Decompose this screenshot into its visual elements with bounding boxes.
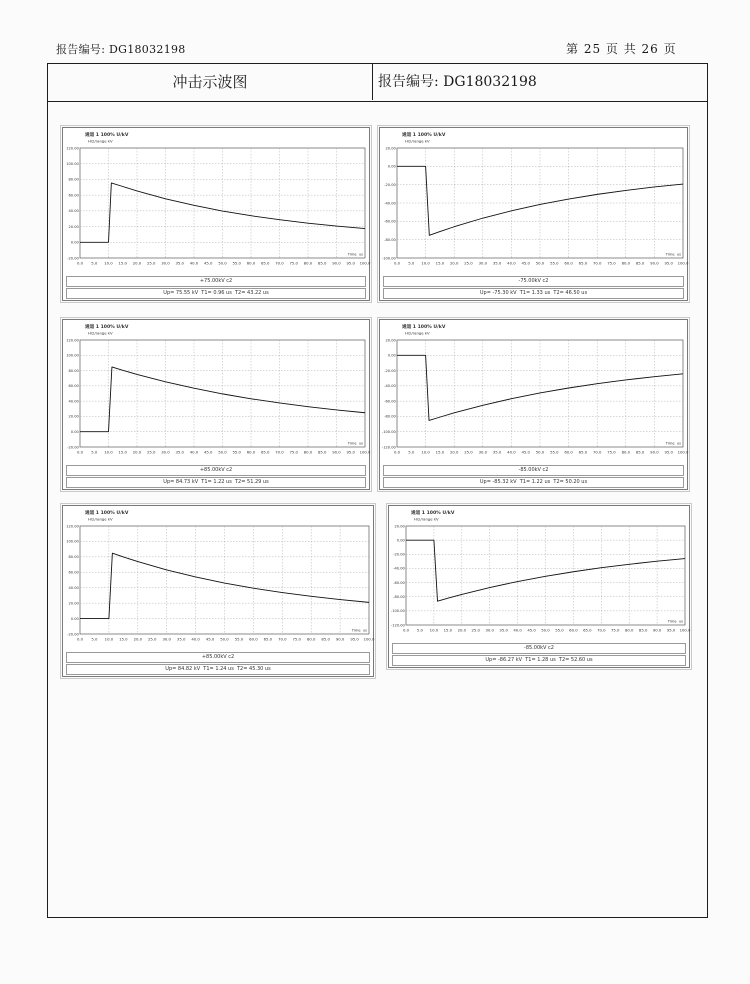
chart-5-xtick-label: 80.0: [306, 636, 316, 642]
chart-4-xtick-label: 15.0: [435, 449, 445, 455]
chart-5-xtick-label: 30.0: [162, 636, 171, 642]
chart-5-ytick-label: 100.00: [66, 539, 79, 544]
chart-5-xtick-label: 90.0: [335, 636, 345, 642]
chart-6-xtick-label: 55.0: [555, 627, 564, 633]
chart-5-xtick-label: 65.0: [263, 636, 273, 642]
chart-6-ytick-label: -80.00: [393, 595, 405, 600]
chart-2-xtick-label: 5.0: [408, 260, 415, 266]
chart-5-xtick-label: 45.0: [205, 636, 215, 642]
chart-5-ytick-label: 120.00: [66, 524, 79, 529]
waveform-chart-3: [62, 319, 370, 490]
chart-2-ytick-label: -20.00: [384, 182, 396, 187]
chart-1-test-label: +75.00kV c2: [66, 276, 366, 287]
chart-5-xtick-label: 75.0: [292, 636, 301, 642]
chart-5-title: 通道 1 100% U/kV: [85, 511, 129, 516]
chart-2-xtick-label: 15.0: [435, 260, 445, 266]
chart-1-xtick-label: 100.0: [359, 260, 371, 266]
chart-1-xtick-label: 0.0: [76, 260, 84, 266]
chart-4-title: 通道 1 100% U/kV: [402, 325, 446, 330]
chart-2-svg: [380, 128, 687, 276]
chart-2-test-label: -75.00kV c2: [383, 276, 684, 287]
chart-2-ytick-label: 0.00: [387, 164, 396, 169]
table-header-row: [48, 64, 707, 102]
chart-5-xtick-label: 15.0: [119, 636, 128, 642]
chart-4-x-axis-label: Time us: [665, 441, 681, 446]
chart-4-subtitle: Hi2/range kV: [405, 330, 430, 336]
chart-4-xtick-label: 30.0: [478, 449, 488, 455]
chart-6-ytick-label: -40.00: [393, 566, 405, 571]
chart-5-ytick-label: 60.00: [68, 570, 79, 575]
chart-1-xtick-label: 30.0: [161, 260, 170, 266]
chart-2-xtick-label: 85.0: [635, 260, 645, 266]
chart-4-xtick-label: 55.0: [550, 449, 559, 455]
chart-4-parameters: Up= -85.32 kV T1= 1.22 us T2= 50.20 us: [383, 477, 684, 488]
chart-3-xtick-label: 65.0: [261, 449, 270, 455]
chart-1-xtick-label: 20.0: [132, 260, 142, 266]
waveform-chart-2: [379, 127, 688, 301]
chart-4-ytick-label: -120.00: [381, 445, 396, 450]
chart-4-xtick-label: 5.0: [408, 449, 415, 455]
chart-6-xtick-label: 10.0: [429, 627, 439, 633]
chart-5-ytick-label: 0.00: [70, 616, 79, 621]
chart-2-title: 通道 1 100% U/kV: [402, 133, 446, 138]
chart-1-xtick-label: 85.0: [318, 260, 327, 266]
chart-2-x-axis-label: Time us: [665, 252, 681, 257]
chart-4-xtick-label: 45.0: [521, 449, 530, 455]
chart-3-ytick-label: 40.00: [68, 399, 79, 404]
chart-5-parameters: Up= 84.82 kV T1= 1.24 us T2= 45.30 us: [66, 664, 370, 675]
chart-4-ytick-label: -20.00: [384, 368, 396, 373]
chart-4-xtick-label: 35.0: [492, 449, 502, 455]
chart-5-x-axis-label: Time us: [351, 628, 367, 633]
chart-6-ytick-label: 20.00: [394, 524, 405, 529]
chart-2-ytick-label: -60.00: [384, 219, 396, 224]
chart-3-ytick-label: 60.00: [68, 384, 79, 389]
chart-1-parameters: Up= 75.55 kV T1= 0.96 us T2= 43.22 us: [66, 288, 366, 299]
chart-4-ytick-label: -80.00: [384, 414, 396, 419]
chart-1-ytick-label: 60.00: [68, 193, 79, 198]
chart-1-subtitle: Hi2/range kV: [88, 138, 113, 144]
chart-6-xtick-label: 85.0: [638, 627, 648, 633]
chart-1-title: 通道 1 100% U/kV: [85, 133, 129, 138]
chart-4-xtick-label: 90.0: [650, 449, 659, 455]
chart-2-xtick-label: 35.0: [492, 260, 502, 266]
chart-1-xtick-label: 5.0: [91, 260, 98, 266]
chart-6-xtick-label: 75.0: [611, 627, 620, 633]
chart-6-xtick-label: 60.0: [569, 627, 578, 633]
chart-6-xtick-label: 65.0: [583, 627, 592, 633]
chart-6-ytick-label: 0.00: [396, 538, 405, 543]
chart-3-xtick-label: 25.0: [147, 449, 156, 455]
chart-2-xtick-label: 50.0: [535, 260, 545, 266]
chart-2-ytick-label: -80.00: [384, 237, 396, 242]
chart-3-ytick-label: 100.00: [66, 353, 79, 358]
chart-3-xtick-label: 70.0: [275, 449, 284, 455]
chart-3-xtick-label: 50.0: [218, 449, 227, 455]
chart-2-xtick-label: 95.0: [664, 260, 673, 266]
chart-2-xtick-label: 40.0: [507, 260, 516, 266]
chart-6-svg: [389, 506, 689, 643]
chart-5-ytick-label: 80.00: [68, 555, 79, 560]
chart-6-x-axis-label: Time us: [667, 619, 683, 624]
waveform-chart-5: [62, 505, 374, 677]
chart-3-x-axis-label: Time us: [347, 441, 363, 446]
chart-6-xtick-label: 90.0: [652, 627, 662, 633]
chart-2-ytick-label: -100.00: [381, 256, 396, 261]
chart-1-ytick-label: 120.00: [66, 146, 79, 151]
chart-3-parameters: Up= 84.73 kV T1= 1.22 us T2= 51.29 us: [66, 477, 366, 488]
chart-5-ytick-label: 20.00: [68, 601, 79, 606]
chart-3-ytick-label: 120.00: [66, 338, 79, 343]
chart-1-svg: [63, 128, 369, 276]
chart-4-ytick-label: -100.00: [381, 430, 396, 435]
chart-1-xtick-label: 65.0: [261, 260, 270, 266]
chart-2-ytick-label: 20.00: [385, 146, 396, 151]
chart-3-xtick-label: 15.0: [118, 449, 127, 455]
chart-1-xtick-label: 60.0: [246, 260, 256, 266]
chart-1-xtick-label: 10.0: [104, 260, 113, 266]
chart-4-ytick-label: -40.00: [384, 384, 396, 389]
chart-3-xtick-label: 55.0: [232, 449, 241, 455]
chart-3-subtitle: Hi2/range kV: [88, 330, 113, 336]
chart-4-xtick-label: 70.0: [592, 449, 602, 455]
chart-6-xtick-label: 45.0: [527, 627, 536, 633]
chart-2-subtitle: Hi2/range kV: [405, 138, 430, 144]
chart-3-xtick-label: 95.0: [346, 449, 355, 455]
chart-2-xtick-label: 25.0: [464, 260, 473, 266]
chart-2-xtick-label: 75.0: [607, 260, 616, 266]
chart-4-test-label: -85.00kV c2: [383, 465, 684, 476]
chart-3-xtick-label: 75.0: [289, 449, 298, 455]
chart-6-xtick-label: 25.0: [471, 627, 480, 633]
chart-5-xtick-label: 95.0: [350, 636, 359, 642]
chart-4-xtick-label: 65.0: [578, 449, 588, 455]
chart-4-xtick-label: 60.0: [564, 449, 573, 455]
chart-6-xtick-label: 5.0: [416, 627, 423, 633]
chart-5-ytick-label: 40.00: [68, 586, 79, 591]
chart-5-xtick-label: 35.0: [176, 636, 186, 642]
chart-4-ytick-label: 0.00: [387, 353, 396, 358]
chart-3-xtick-label: 40.0: [189, 449, 199, 455]
chart-6-xtick-label: 35.0: [499, 627, 508, 633]
chart-2-xtick-label: 30.0: [478, 260, 488, 266]
chart-1-xtick-label: 55.0: [232, 260, 241, 266]
chart-6-xtick-label: 50.0: [541, 627, 550, 633]
chart-5-xtick-label: 40.0: [191, 636, 200, 642]
chart-5-xtick-label: 20.0: [133, 636, 143, 642]
chart-4-xtick-label: 95.0: [664, 449, 673, 455]
chart-3-xtick-label: 0.0: [76, 449, 84, 455]
chart-6-parameters: Up= -86.27 kV T1= 1.28 us T2= 52.60 us: [392, 655, 686, 666]
chart-3-title: 通道 1 100% U/kV: [85, 325, 129, 330]
chart-3-ytick-label: 0.00: [70, 430, 79, 435]
chart-2-xtick-label: 100.0: [677, 260, 689, 266]
chart-5-xtick-label: 25.0: [148, 636, 157, 642]
chart-1-xtick-label: 75.0: [289, 260, 298, 266]
chart-5-xtick-label: 10.0: [104, 636, 114, 642]
chart-2-xtick-label: 55.0: [550, 260, 559, 266]
chart-5-xtick-label: 5.0: [91, 636, 98, 642]
chart-5-xtick-label: 85.0: [321, 636, 330, 642]
chart-3-xtick-label: 80.0: [303, 449, 313, 455]
chart-4-xtick-label: 0.0: [393, 449, 401, 455]
chart-3-xtick-label: 90.0: [332, 449, 341, 455]
waveform-chart-4: [379, 319, 688, 490]
chart-1-xtick-label: 90.0: [332, 260, 341, 266]
table-report-number: 报告编号: DG18032198: [378, 74, 537, 90]
chart-5-subtitle: Hi2/range kV: [88, 516, 113, 522]
chart-2-xtick-label: 60.0: [564, 260, 573, 266]
chart-2-xtick-label: 90.0: [650, 260, 659, 266]
chart-4-ytick-label: 20.00: [385, 338, 396, 343]
chart-6-xtick-label: 100.0: [679, 627, 691, 633]
chart-1-xtick-label: 80.0: [303, 260, 313, 266]
chart-1-xtick-label: 35.0: [175, 260, 184, 266]
chart-4-svg: [380, 320, 687, 465]
chart-3-xtick-label: 20.0: [132, 449, 142, 455]
chart-4-xtick-label: 20.0: [449, 449, 459, 455]
chart-3-ytick-label: 80.00: [68, 368, 79, 373]
chart-4-xtick-label: 85.0: [635, 449, 645, 455]
chart-1-xtick-label: 45.0: [204, 260, 213, 266]
chart-3-xtick-label: 45.0: [204, 449, 213, 455]
chart-4-xtick-label: 10.0: [421, 449, 430, 455]
chart-2-xtick-label: 0.0: [393, 260, 401, 266]
chart-4-xtick-label: 40.0: [507, 449, 516, 455]
chart-2-xtick-label: 10.0: [421, 260, 430, 266]
chart-3-svg: [63, 320, 369, 465]
chart-3-xtick-label: 10.0: [104, 449, 113, 455]
chart-3-ytick-label: -20.00: [67, 445, 79, 450]
chart-6-xtick-label: 0.0: [402, 627, 410, 633]
chart-1-ytick-label: 40.00: [68, 209, 79, 214]
chart-2-xtick-label: 20.0: [449, 260, 459, 266]
chart-5-xtick-label: 100.0: [363, 636, 375, 642]
chart-6-ytick-label: -120.00: [390, 623, 405, 628]
chart-6-ytick-label: -20.00: [393, 552, 405, 557]
chart-6-xtick-label: 95.0: [666, 627, 676, 633]
section-title: 冲击示波图: [48, 64, 373, 100]
chart-1-xtick-label: 40.0: [189, 260, 199, 266]
chart-6-xtick-label: 15.0: [443, 627, 453, 633]
chart-3-ytick-label: 20.00: [68, 414, 79, 419]
chart-2-xtick-label: 45.0: [521, 260, 530, 266]
chart-1-ytick-label: 100.00: [66, 162, 79, 167]
chart-5-xtick-label: 55.0: [234, 636, 244, 642]
chart-4-xtick-label: 80.0: [621, 449, 631, 455]
chart-5-test-label: +85.00kV c2: [66, 652, 370, 663]
chart-4-xtick-label: 100.0: [677, 449, 689, 455]
waveform-chart-1: [62, 127, 370, 301]
page-number: 第 25 页 共 26 页: [566, 42, 677, 56]
chart-1-ytick-label: 20.00: [68, 224, 79, 229]
chart-2-xtick-label: 65.0: [578, 260, 588, 266]
chart-3-xtick-label: 85.0: [318, 449, 327, 455]
chart-6-xtick-label: 30.0: [485, 627, 494, 633]
chart-6-test-label: -85.00kV c2: [392, 643, 686, 654]
chart-1-x-axis-label: Time us: [347, 252, 363, 257]
chart-5-xtick-label: 50.0: [220, 636, 229, 642]
chart-2-ytick-label: -40.00: [384, 201, 396, 206]
waveform-chart-6: [388, 505, 690, 668]
chart-5-ytick-label: -20.00: [67, 632, 79, 637]
chart-5-svg: [63, 506, 373, 652]
chart-1-xtick-label: 50.0: [218, 260, 227, 266]
chart-6-subtitle: Hi2/range kV: [414, 516, 439, 522]
chart-2-xtick-label: 70.0: [592, 260, 602, 266]
chart-1-xtick-label: 70.0: [275, 260, 284, 266]
chart-5-xtick-label: 70.0: [278, 636, 287, 642]
chart-3-xtick-label: 30.0: [161, 449, 170, 455]
chart-4-xtick-label: 50.0: [535, 449, 545, 455]
chart-2-parameters: Up= -75.30 kV T1= 1.33 us T2= 46.50 us: [383, 288, 684, 299]
chart-3-xtick-label: 100.0: [359, 449, 371, 455]
chart-3-xtick-label: 35.0: [175, 449, 184, 455]
chart-6-title: 通道 1 100% U/kV: [411, 511, 455, 516]
chart-6-xtick-label: 40.0: [513, 627, 522, 633]
chart-4-xtick-label: 25.0: [464, 449, 473, 455]
chart-3-xtick-label: 5.0: [91, 449, 98, 455]
chart-2-xtick-label: 80.0: [621, 260, 631, 266]
chart-3-xtick-label: 60.0: [246, 449, 256, 455]
chart-1-ytick-label: 80.00: [68, 177, 79, 182]
report-number: 报告编号: DG18032198: [56, 43, 186, 56]
chart-6-ytick-label: -100.00: [390, 609, 405, 614]
chart-1-xtick-label: 95.0: [346, 260, 355, 266]
chart-1-ytick-label: 0.00: [70, 240, 79, 245]
chart-1-xtick-label: 15.0: [118, 260, 127, 266]
chart-5-xtick-label: 60.0: [249, 636, 258, 642]
chart-6-xtick-label: 80.0: [624, 627, 634, 633]
chart-3-test-label: +85.00kV c2: [66, 465, 366, 476]
chart-4-xtick-label: 75.0: [607, 449, 616, 455]
chart-1-ytick-label: -20.00: [67, 256, 79, 261]
chart-1-xtick-label: 25.0: [147, 260, 156, 266]
chart-6-xtick-label: 20.0: [457, 627, 467, 633]
chart-4-ytick-label: -60.00: [384, 399, 396, 404]
chart-5-xtick-label: 0.0: [76, 636, 84, 642]
chart-6-ytick-label: -60.00: [393, 580, 405, 585]
chart-6-xtick-label: 70.0: [597, 627, 606, 633]
